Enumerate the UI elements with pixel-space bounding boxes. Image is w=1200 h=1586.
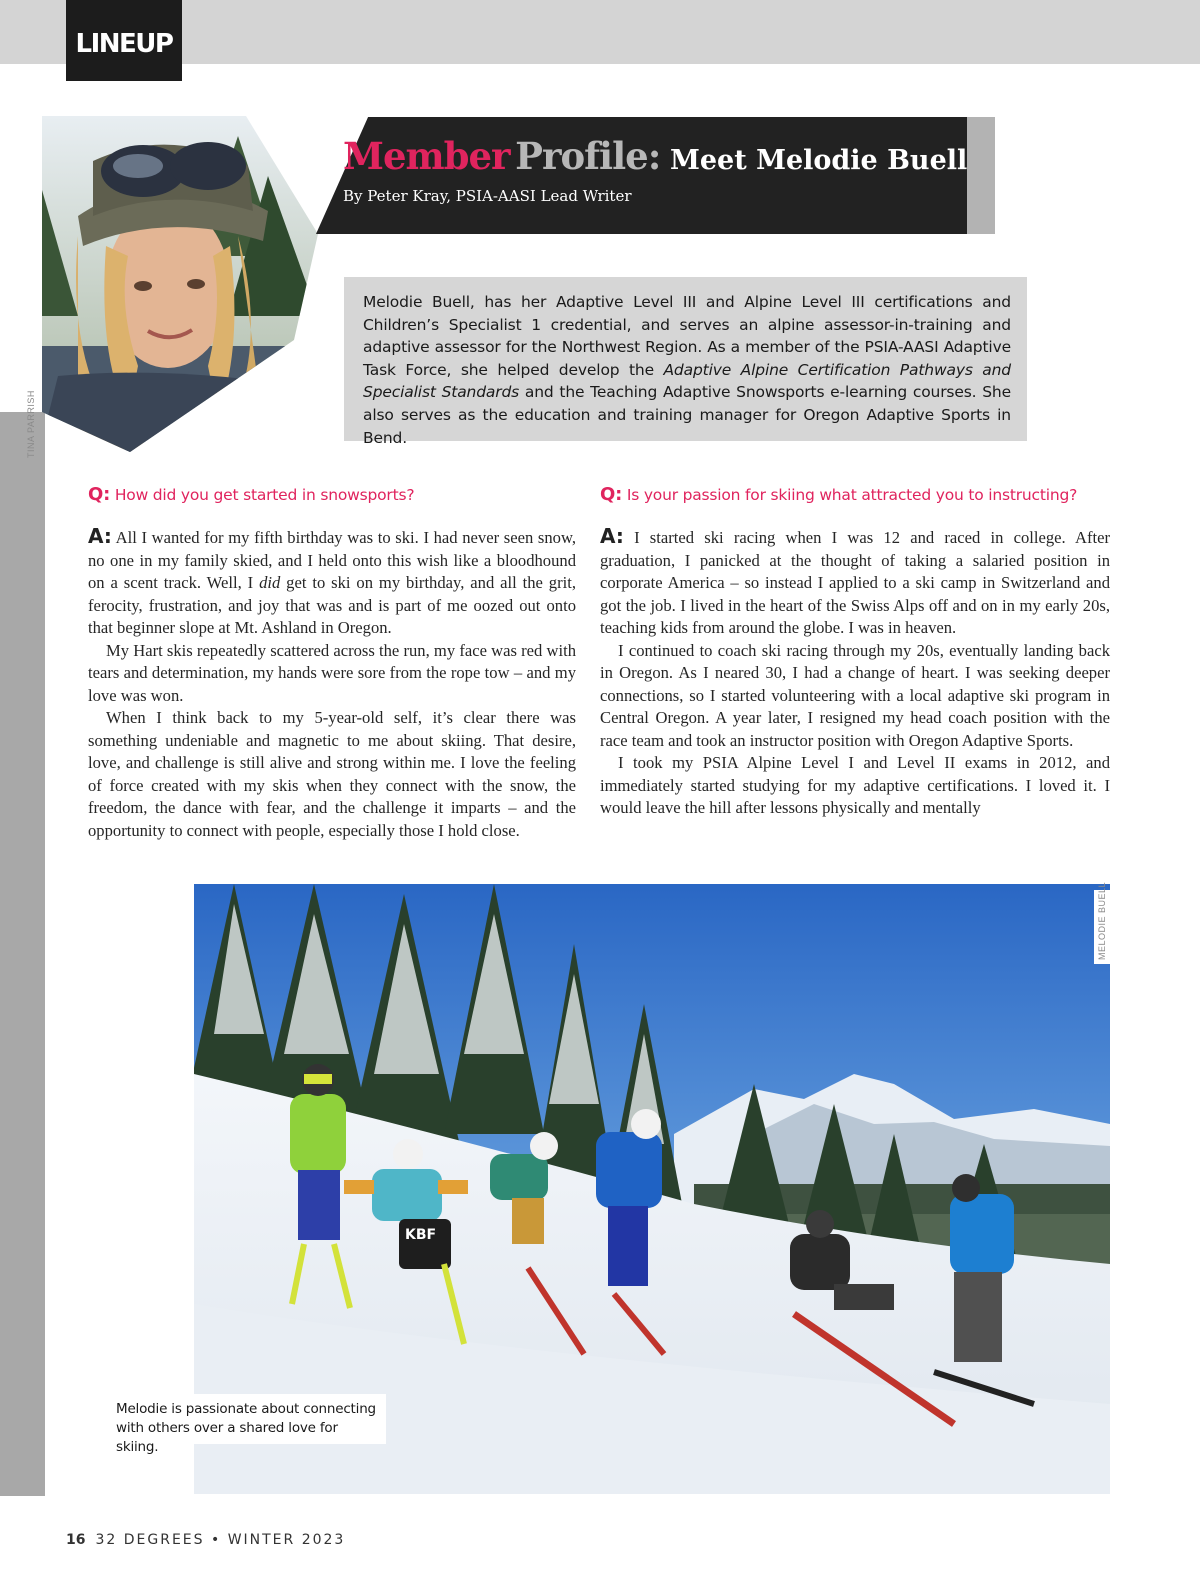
question-text: Is your passion for skiing what attracted you to instructing?	[626, 486, 1078, 504]
page-footer	[66, 1532, 345, 1548]
question-text: How did you get started in snowsports?	[114, 486, 415, 504]
right-column	[600, 484, 1110, 820]
answer-paragraph: My Hart skis repeatedly scattered across the run, my face was red with tears and determination, my hands were sore from the rope tow – and my love was won.	[88, 640, 576, 705]
intro-text: Melodie Buell, has her Adaptive Level III and Alpine Level III certifications and Children’s Specialist 1 credential, and serves an alpine assessor-in-training and adaptive assessor for the Northwest Region. As a member of the PSIA-AASI Adaptive Task Force, she helped develop the	[363, 293, 1011, 379]
title-word-profile: Profile:	[515, 134, 661, 178]
question-heading	[88, 484, 576, 505]
section-label: LINEUP	[66, 0, 182, 81]
group-photo-credit-text: MELODIE BUELL	[1097, 881, 1107, 960]
publication-info: 32 DEGREES • WINTER 2023	[95, 1532, 346, 1548]
portrait-photo	[38, 116, 318, 456]
answer-text: get to ski on my birthday, and all the grit, ferocity, frustration, and joy that was and is part of me oozed out onto that beginner slope at Mt. Ashland in Oregon.	[88, 573, 576, 637]
page-title	[343, 134, 967, 178]
intro-box	[344, 277, 1027, 447]
answer-paragraph: I continued to coach ski racing through my 20s, eventually landing back in Oregon. As I neared 30, I had a change of heart. I was seeking deeper connections, so I started volunteering with a local adaptive ski program in Central Oregon. A year later, I resigned my head coach position with the race team and took an instructor position with Oregon Adaptive Sports.	[600, 640, 1110, 750]
title-word-member: Member	[343, 134, 510, 178]
answer-paragraph: I took my PSIA Alpine Level I and Level II exams in 2012, and immediately started studying for my adaptive certifications. I loved it. I would leave the hill after lessons physically and mentally	[600, 753, 1110, 817]
answer-body	[88, 525, 576, 842]
title-name: Meet Melodie Buell	[669, 145, 968, 176]
intro-italic-title: Adaptive Alpine Certification Pathways and Specialist Standards	[363, 360, 1011, 402]
answer-italic: did	[259, 573, 281, 592]
answer-paragraph: When I think back to my 5-year-old self, it’s clear there was something undeniable and magnetic to me about skiing. That desire, love, and challenge is still alive and strong within me. I love the feeling of force created with my skis when they connect with the snow, the freedom, the dance with fear, and the challenge it imparts – and the opportunity to connect with people, especially those I hold close.	[88, 708, 576, 840]
left-column	[88, 484, 576, 842]
a-mark: A:	[88, 524, 112, 548]
question-heading	[600, 484, 1110, 505]
answer-paragraph	[600, 525, 1110, 640]
answer-paragraph	[88, 525, 576, 640]
byline: By Peter Kray, PSIA-AASI Lead Writer	[343, 187, 632, 205]
photo-caption: Melodie is passionate about connecting with others over a shared love for skiing.	[108, 1394, 386, 1444]
group-photo-credit	[1094, 881, 1110, 964]
q-mark: Q:	[600, 484, 623, 505]
intro-text-end: and the Teaching Adaptive Snowsports e-learning courses. She also serves as the education and training manager for Oregon Adaptive Sports in Bend.	[363, 383, 1011, 447]
answer-body	[600, 525, 1110, 820]
answer-text: All I wanted for my fifth birthday was to ski. I had never seen snow, no one in my family skied, and I held onto this wish like a bloodhound on a scent track. Well, I	[88, 528, 576, 592]
q-mark: Q:	[88, 484, 111, 505]
portrait-photo-credit: TINA PARRISH	[26, 390, 36, 458]
page-number: 16	[66, 1532, 86, 1548]
a-mark: A:	[600, 524, 624, 548]
sit-ski-logo: KBF	[405, 1227, 437, 1243]
answer-text: I started ski racing when I was 12 and raced in college. After graduation, I panicked at the thought of taking a salaried position in corporate America – so instead I applied to a ski camp in Switzerland and got the job. I lived in the heart of the Swiss Alps off and on in my early 20s, teaching kids from around the globe. I was in heaven.	[600, 528, 1110, 637]
title-banner-edge	[967, 117, 995, 234]
left-accent-bar	[0, 412, 45, 1496]
